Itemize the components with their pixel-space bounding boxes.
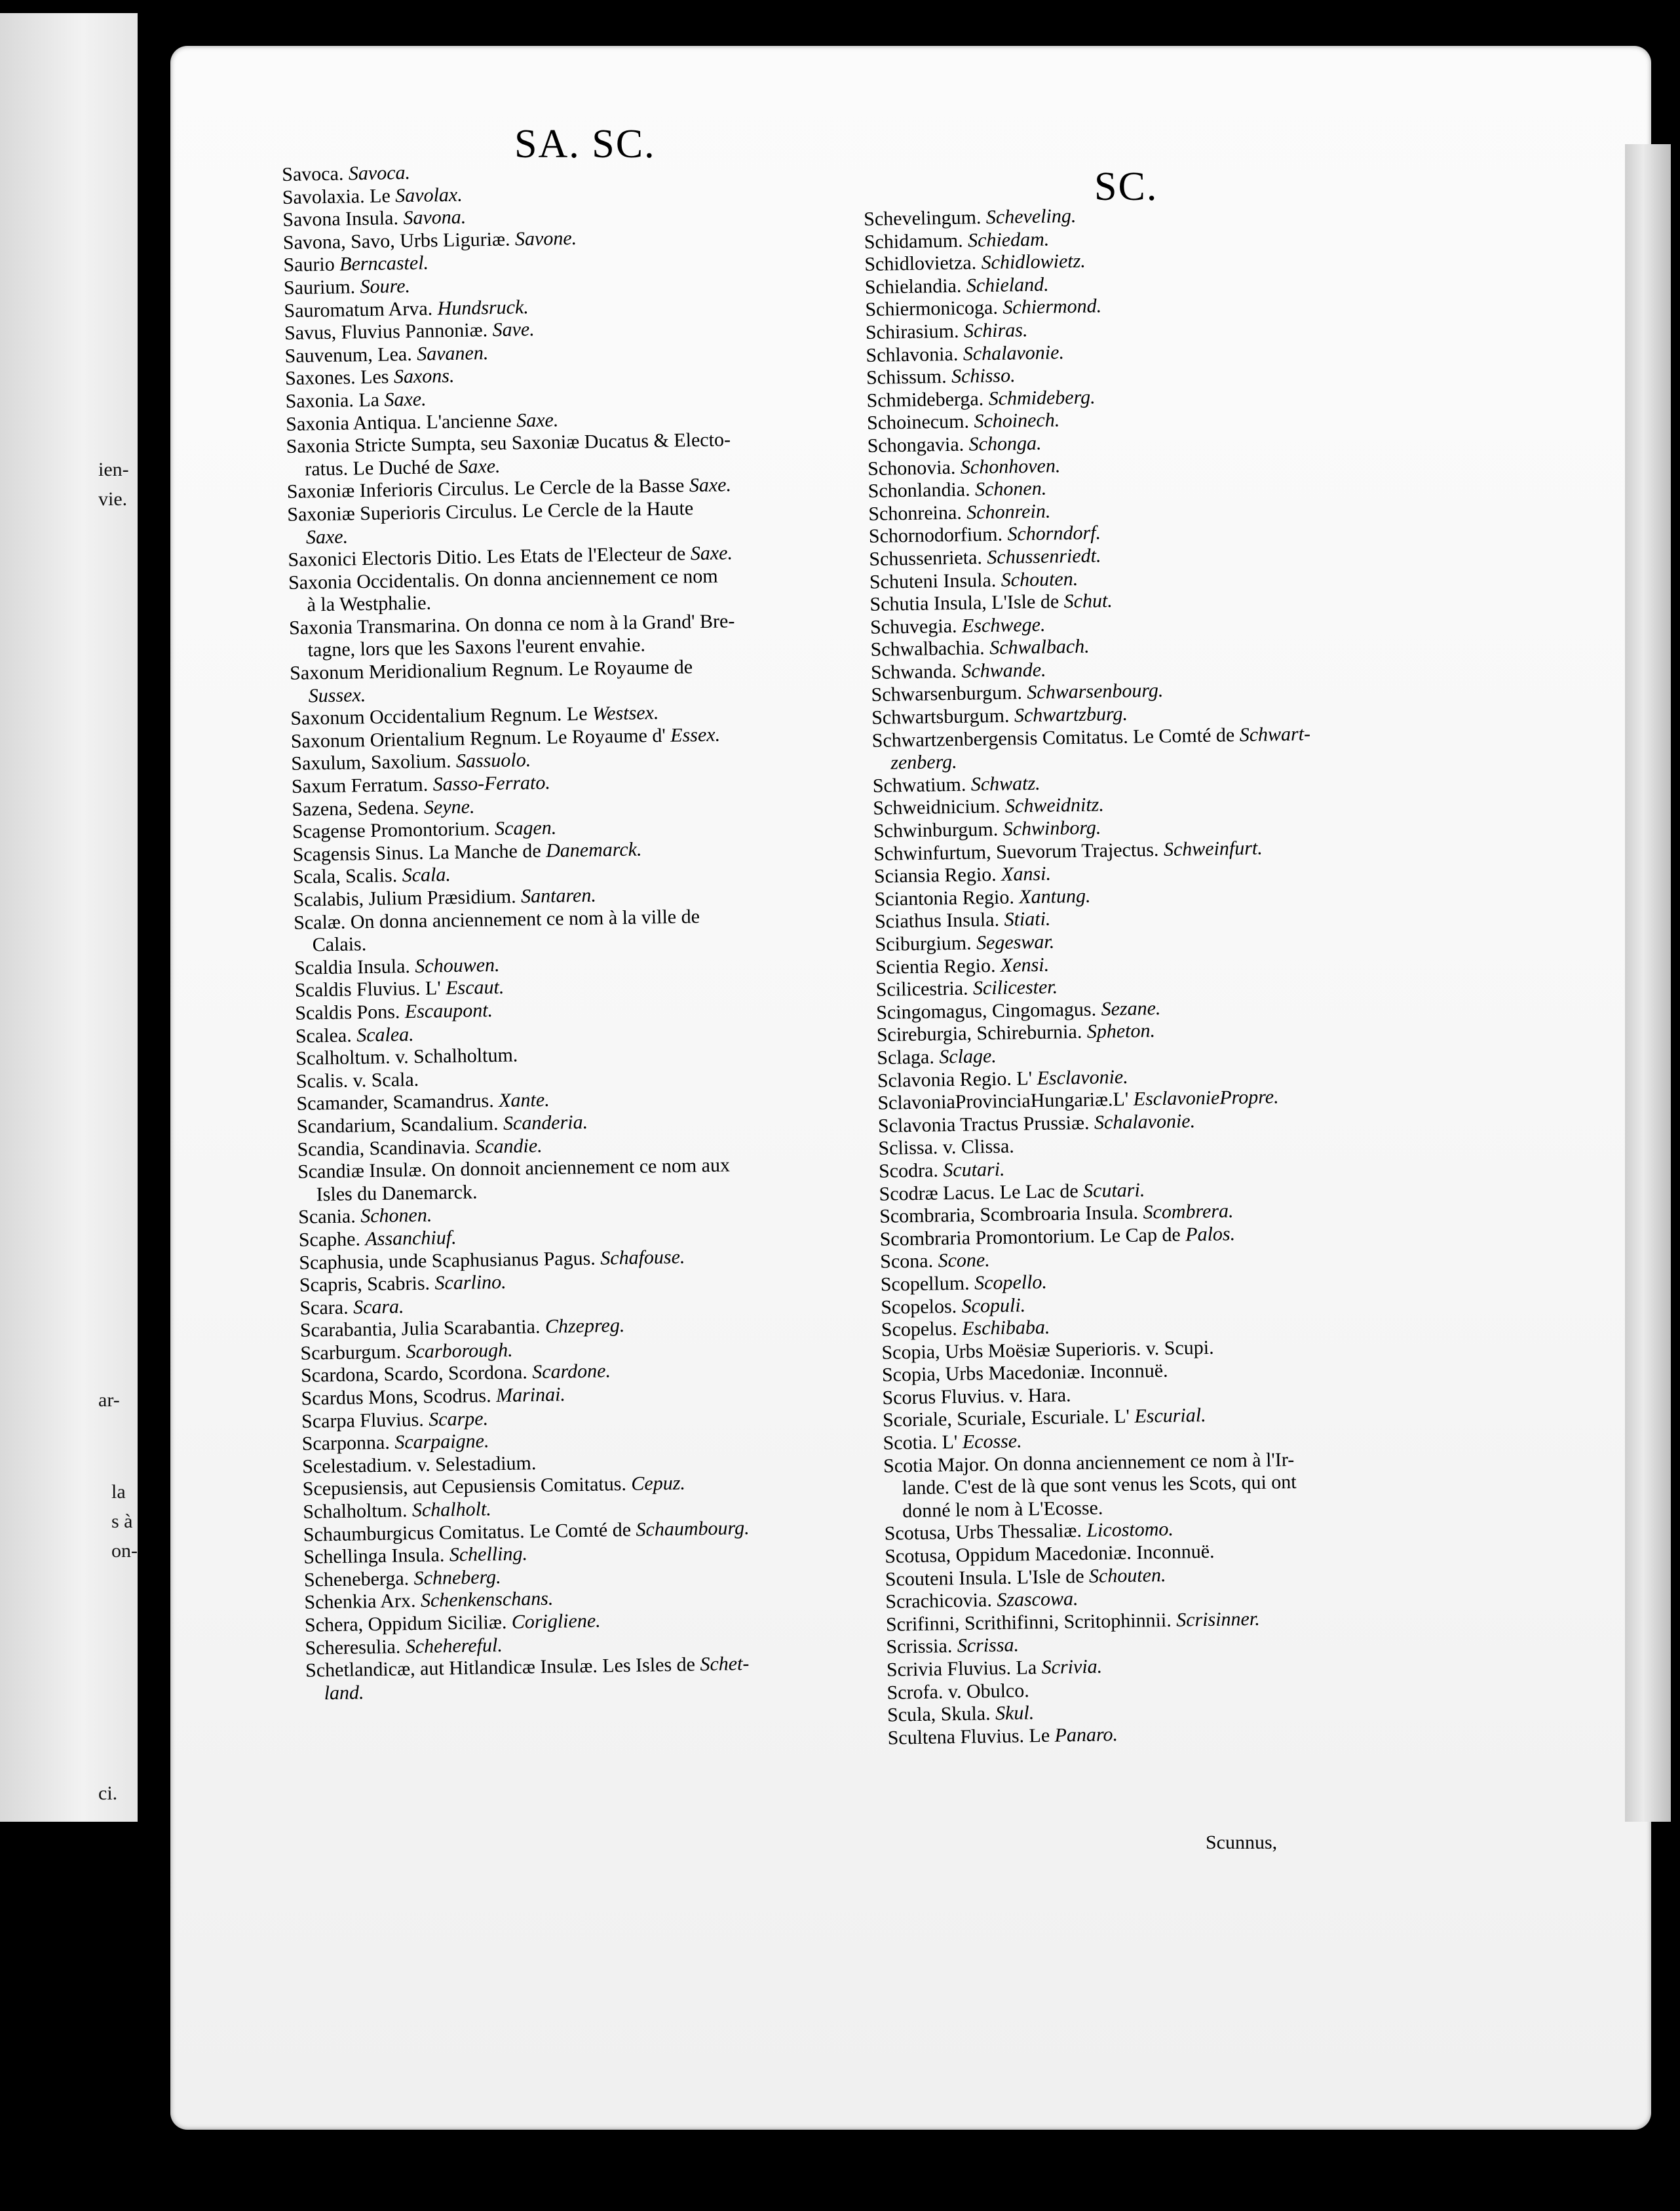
latin-name: Sclavonia Tractus Prussiæ. <box>877 1111 1090 1137</box>
french-name: Santaren. <box>520 884 597 908</box>
latin-name: Scania. <box>297 1205 356 1229</box>
french-name: Scardone. <box>531 1360 611 1383</box>
french-name: Scrivia. <box>1041 1655 1103 1679</box>
latin-name: Schweidnicium. <box>873 796 1001 820</box>
latin-name: Sciantonia Regio. <box>874 886 1015 910</box>
french-name: Assanchiuf. <box>365 1226 457 1250</box>
french-name: Scrissa. <box>957 1634 1020 1657</box>
latin-name: Scrivia Fluvius. La <box>886 1657 1037 1681</box>
french-name: Scandie. <box>474 1134 543 1158</box>
french-name: Scutari. <box>1082 1178 1145 1202</box>
latin-name: SclavoniaProvinciaHungariæ.L' <box>877 1088 1129 1114</box>
french-name: Schweidnitz. <box>1004 794 1105 818</box>
facing-page-fragment: ien- <box>98 459 129 480</box>
latin-name: Schellinga Insula. <box>303 1544 445 1568</box>
french-name: Scanderia. <box>503 1111 588 1134</box>
french-name: Schwinborg. <box>1002 817 1101 840</box>
french-name: Schidlowietz. <box>981 250 1086 274</box>
latin-name: Schirasium. <box>865 320 959 343</box>
french-name: Schwatz. <box>970 772 1040 796</box>
latin-name: Scala, Scalis. <box>292 864 398 889</box>
latin-name: Saxulum, Saxolium. <box>291 750 451 775</box>
latin-name: Sciansia Regio. <box>873 864 997 888</box>
french-name: Hundsruck. <box>437 296 529 319</box>
french-name: Schalholt. <box>411 1498 492 1522</box>
latin-name: Scalis. v. Scala. <box>296 1068 419 1092</box>
latin-name: Scodræ Lacus. Le Lac de <box>879 1180 1079 1205</box>
latin-name: Schuteni Insula. <box>869 569 997 593</box>
french-name: Schisso. <box>951 364 1016 388</box>
french-name: Skul. <box>995 1702 1035 1725</box>
latin-name: Schielandia. <box>864 275 962 298</box>
latin-name: Scagensis Sinus. La Manche de <box>292 839 541 866</box>
french-name: Xantung. <box>1019 885 1091 908</box>
latin-name: donné le nom à L'Ecosse. <box>902 1497 1103 1522</box>
french-name: Schonen. <box>974 477 1047 501</box>
latin-name: Scarpa Fluvius. <box>301 1408 425 1432</box>
facing-page-fragment: s à <box>111 1510 133 1532</box>
french-name: Ecosse. <box>962 1430 1022 1453</box>
latin-name: Scaphe. <box>298 1228 361 1251</box>
french-name: Spheton. <box>1086 1020 1156 1043</box>
latin-name: Schongavia. <box>867 433 964 457</box>
french-name: Schalavonie. <box>963 341 1065 365</box>
facing-page-fragment: ar- <box>98 1389 120 1411</box>
latin-name: Scopellum. <box>880 1272 970 1296</box>
french-name: Schaumbourg. <box>636 1516 750 1541</box>
latin-name: à la Westphalie. <box>307 592 432 616</box>
french-name: Sezane. <box>1101 997 1161 1020</box>
latin-name: Scotusa, Oppidum Macedoniæ. Inconnuë. <box>885 1540 1215 1567</box>
latin-name: Scombraria, Scombroaria Insula. <box>879 1201 1139 1227</box>
french-name: Scopello. <box>974 1271 1048 1294</box>
latin-name: Sciathus Insula. <box>874 909 1000 933</box>
latin-name: Scopelos. <box>881 1295 957 1318</box>
french-name: Scarlino. <box>434 1271 506 1294</box>
french-name: Schneberg. <box>413 1566 501 1589</box>
facing-page-fragment: vie. <box>98 488 128 510</box>
latin-name: Scilicestria. <box>875 977 968 1001</box>
french-name: Escurial. <box>1134 1404 1206 1428</box>
french-name: land. <box>324 1682 364 1704</box>
latin-name: Scarburgum. <box>300 1341 402 1364</box>
latin-name: Scagense Promontorium. <box>292 818 490 843</box>
latin-name: Scalea. <box>295 1024 352 1047</box>
latin-name: Schidamum. <box>864 229 963 253</box>
french-name: Schiras. <box>963 319 1028 342</box>
right-column <box>864 201 1326 1750</box>
latin-name: Schonovia. <box>867 456 956 480</box>
french-name: Panaro. <box>1054 1723 1118 1746</box>
french-name: Schmideberg. <box>988 386 1096 410</box>
french-name: Scarpaigne. <box>394 1430 489 1453</box>
french-name: Berncastel. <box>339 252 429 276</box>
left-column <box>282 157 752 1705</box>
facing-page-fragment: la <box>111 1481 126 1503</box>
latin-name: Savona Insula. <box>282 207 399 231</box>
latin-name: Saxonum Orientalium Regnum. Le Royaume d' <box>290 724 666 752</box>
latin-name: Sclissa. v. Clissa. <box>878 1135 1015 1160</box>
latin-name: Scula, Skula. <box>887 1702 991 1726</box>
latin-name: Saxones. Les <box>284 366 389 390</box>
french-name: Schonrein. <box>966 500 1051 524</box>
french-name: Schweinfurt. <box>1163 837 1263 860</box>
french-name: Schouten. <box>1088 1564 1166 1587</box>
latin-name: Scaldis Fluvius. L' <box>294 977 441 1002</box>
latin-name: Schalholtum. <box>303 1499 408 1523</box>
french-name: Savoca. <box>348 161 411 185</box>
latin-name: Scalholtum. v. Schalholtum. <box>296 1044 518 1069</box>
latin-name: Saxum Ferratum. <box>291 773 429 798</box>
latin-name: Schutia Insula, L'Isle de <box>869 590 1060 616</box>
french-name: Schouten. <box>1001 567 1079 591</box>
french-name: Schafouse. <box>600 1246 685 1269</box>
french-name: Schiermond. <box>1002 295 1102 319</box>
running-head-left: SA. SC. <box>514 122 656 166</box>
latin-name: Scandia, Scandinavia. <box>297 1136 470 1161</box>
french-name: Scutari. <box>943 1158 1005 1182</box>
french-name: EsclavoniePropre. <box>1133 1086 1279 1110</box>
french-name: Chzepreg. <box>544 1315 625 1338</box>
french-name: zenberg. <box>890 751 957 774</box>
latin-name: Saxonia Antiqua. L'ancienne <box>285 410 512 435</box>
latin-name: Schissum. <box>866 366 947 389</box>
latin-name: Schetlandicæ, aut Hitlandicæ Insulæ. Les Isles de <box>305 1653 696 1682</box>
latin-name: Schwinburgum. <box>873 818 999 842</box>
latin-name: Schonlandia. <box>868 478 970 503</box>
french-name: Schonhoven. <box>960 454 1061 478</box>
latin-name: Scaldia Insula. <box>294 955 411 979</box>
french-name: Sussex. <box>308 683 366 707</box>
french-name: Escaut. <box>445 976 505 999</box>
facing-page-fragment: on- <box>111 1540 138 1562</box>
latin-name: Scrifinni, Scrithifinni, Scritophinnii. <box>885 1609 1172 1636</box>
french-name: Scrisinner. <box>1175 1607 1260 1631</box>
french-name: Saxe. <box>689 474 732 497</box>
french-name: Scombrera. <box>1143 1200 1234 1223</box>
french-name: Scone. <box>938 1249 990 1272</box>
latin-name: Saxonia Transmarina. On donna ce nom à la Grand' Bre- <box>288 610 735 639</box>
french-name: Savolax. <box>394 183 463 206</box>
latin-name: lande. C'est de là que sont venus les Scots, qui ont <box>902 1471 1297 1499</box>
french-name: Schalavonie. <box>1094 1109 1196 1134</box>
latin-name: Scrachicovia. <box>885 1589 993 1613</box>
latin-name: Scrofa. v. Obulco. <box>887 1679 1029 1704</box>
french-name: Schet- <box>700 1653 750 1676</box>
french-name: Schoinech. <box>974 409 1060 433</box>
latin-name: Schlavonia. <box>866 343 959 366</box>
latin-name: Scientia Regio. <box>875 954 996 978</box>
french-name: Schonen. <box>360 1204 432 1227</box>
french-name: Schwart- <box>1239 723 1311 746</box>
latin-name: Schuvegia. <box>869 615 957 638</box>
french-name: Schwalbach. <box>989 635 1090 659</box>
latin-name: Schera, Oppidum Siciliæ. <box>304 1611 507 1636</box>
french-name: Schwande. <box>961 659 1046 682</box>
latin-name: Sclavonia Regio. L' <box>877 1067 1033 1092</box>
latin-name: Scepusiensis, aut Cepusiensis Comitatus. <box>302 1473 627 1501</box>
facing-page-fragment: ci. <box>98 1782 118 1804</box>
facing-page-edge <box>0 13 138 1822</box>
french-name: Esclavonie. <box>1037 1066 1128 1089</box>
latin-name: Isles du Danemarck. <box>316 1181 478 1206</box>
latin-name: Saurium. <box>283 276 356 299</box>
latin-name: Scaldis Pons. <box>295 1001 400 1024</box>
french-name: Saxe. <box>458 455 501 478</box>
french-name: Schieland. <box>966 273 1049 297</box>
french-name: Savone. <box>514 227 577 250</box>
latin-name: Scotia. L' <box>883 1431 958 1454</box>
latin-name: Saurio <box>283 254 335 277</box>
french-name: Stiati. <box>1004 908 1051 931</box>
french-name: Savona. <box>403 206 467 229</box>
latin-name: Scandiæ Insulæ. On donnoit anciennement ce nom aux <box>297 1154 731 1183</box>
latin-name: Scireburgia, Schireburnia. <box>876 1021 1082 1047</box>
latin-name: Schidlovietza. <box>864 252 977 276</box>
french-name: Scarborough. <box>406 1339 513 1363</box>
french-name: Xensi. <box>1000 953 1050 976</box>
french-name: Scopuli. <box>961 1294 1026 1317</box>
french-name: Danemarck. <box>545 838 642 862</box>
french-name: Sassuolo. <box>455 749 531 773</box>
french-name: Scagen. <box>494 817 557 840</box>
french-name: Essex. <box>670 723 721 746</box>
french-name: Schiedam. <box>967 228 1050 252</box>
french-name: Corigliene. <box>511 1609 601 1633</box>
latin-name: Schwatium. <box>872 773 966 797</box>
latin-name: Scardona, Scardo, Scordona. <box>300 1361 528 1387</box>
latin-name: Schwartzenbergensis Comitatus. Le Comté de <box>871 723 1235 752</box>
latin-name: Schevelingum. <box>864 206 982 230</box>
latin-name: Savona, Savo, Urbs Liguriæ. <box>282 228 510 254</box>
french-name: Saxons. <box>393 365 455 388</box>
french-name: Schorndorf. <box>1007 522 1101 545</box>
french-name: Saxe. <box>690 542 733 565</box>
latin-name: Schussenrieta. <box>869 547 983 570</box>
french-name: Eschwege. <box>961 613 1046 637</box>
french-name: Westsex. <box>592 702 659 725</box>
french-name: Schouwen. <box>415 953 500 977</box>
latin-name: Schornodorfium. <box>868 524 1003 548</box>
latin-name: Scopia, Urbs Moësiæ Superioris. v. Scupi. <box>881 1336 1214 1364</box>
latin-name: Scotia Major. On donna anciennement ce nom à l'Ir- <box>883 1448 1295 1477</box>
latin-name: Scorus Fluvius. v. Hara. <box>882 1384 1071 1409</box>
latin-name: Scotusa, Urbs Thessaliæ. <box>884 1520 1082 1545</box>
latin-name: Saxonia. La <box>285 389 380 412</box>
latin-name: Scalabis, Julium Præsidium. <box>293 885 516 911</box>
latin-name: Sclaga. <box>877 1046 935 1069</box>
latin-name: Saxonum Meridionalium Regnum. Le Royaume de <box>289 656 693 684</box>
french-name: Eschibaba. <box>961 1316 1050 1339</box>
latin-name: Schmideberga. <box>866 387 984 412</box>
french-name: Schussenriedt. <box>987 545 1101 569</box>
french-name: Sasso-Ferrato. <box>432 771 551 796</box>
french-name: Saxe. <box>384 388 427 411</box>
latin-name: Calais. <box>312 933 367 956</box>
french-name: Schwartzburg. <box>1014 702 1128 727</box>
latin-name: Schaumburgicus Comitatus. Le Comté de <box>303 1518 632 1546</box>
latin-name: Scheneberga. <box>303 1567 410 1591</box>
latin-name: Schonreina. <box>868 501 963 525</box>
french-name: Xante. <box>498 1089 550 1112</box>
latin-name: Scopelus. <box>881 1318 957 1341</box>
latin-name: Scheresulia. <box>305 1636 401 1659</box>
french-name: Schonga. <box>968 432 1042 455</box>
running-head-right: SC. <box>1094 164 1158 209</box>
latin-name: tagne, lors que les Saxons l'eurent envahie. <box>307 634 646 661</box>
latin-name: Scandarium, Scandalium. <box>296 1112 499 1138</box>
latin-name: Schenkia Arx. <box>304 1590 416 1614</box>
french-name: Schenkenschans. <box>420 1588 554 1612</box>
french-name: Escaupont. <box>404 999 493 1023</box>
french-name: Marinai. <box>495 1383 566 1407</box>
latin-name: Schwanda. <box>870 660 957 683</box>
latin-name: Schwinfurtum, Suevorum Trajectus. <box>873 838 1159 865</box>
latin-name: Scopia, Urbs Macedoniæ. Inconnuë. <box>881 1360 1168 1387</box>
latin-name: Savus, Fluvius Pannoniæ. <box>284 319 488 345</box>
page-stack-edge <box>1625 144 1671 1822</box>
french-name: Palos. <box>1185 1223 1236 1246</box>
latin-name: Scingomagus, Cingomagus. <box>876 998 1097 1024</box>
french-name: Saxe. <box>305 525 349 548</box>
french-name: Schut. <box>1063 590 1113 613</box>
latin-name: Schwarsenburgum. <box>871 682 1023 706</box>
french-name: Scheveling. <box>985 204 1077 229</box>
latin-name: Scapris, Scabris. <box>299 1272 430 1296</box>
latin-name: Sauromatum Arva. <box>284 297 433 322</box>
french-name: Licostomo. <box>1086 1518 1174 1542</box>
latin-name: ratus. Le Duché de <box>305 455 454 480</box>
french-name: Scarpe. <box>429 1407 489 1431</box>
french-name: Saxe. <box>516 408 559 431</box>
latin-name: Scultena Fluvius. Le <box>887 1724 1050 1749</box>
french-name: Schwarsenbourg. <box>1027 680 1164 704</box>
latin-name: Scamander, Scamandrus. <box>296 1090 494 1115</box>
latin-name: Scarabantia, Julia Scarabantia. <box>299 1316 541 1342</box>
latin-name: Scouteni Insula. L'Isle de <box>885 1565 1084 1590</box>
latin-name: Scardus Mons, Scodrus. <box>301 1385 491 1410</box>
latin-name: Saxonia Stricte Sumpta, seu Saxoniæ Ducatus & Electo- <box>286 429 731 458</box>
french-name: Schehereful. <box>405 1634 503 1657</box>
latin-name: Saxoniæ Inferioris Circulus. Le Cercle de la Basse <box>286 474 685 503</box>
latin-name: Scalæ. On donna anciennement ce nom à la ville de <box>293 905 700 934</box>
french-name: Szascowa. <box>997 1588 1079 1611</box>
latin-name: Schwartsburgum. <box>871 704 1010 729</box>
french-name: Xansi. <box>1001 862 1052 886</box>
latin-name: Scaphusia, unde Scaphusianus Pagus. <box>299 1247 596 1274</box>
latin-name: Scodra. <box>878 1159 939 1182</box>
catchword: Scunnus, <box>1206 1832 1278 1853</box>
french-name: Savanen. <box>416 341 489 365</box>
latin-name: Savoca. <box>282 163 344 185</box>
latin-name: Schwalbachia. <box>870 637 985 661</box>
latin-name: Scarponna. <box>301 1431 391 1455</box>
latin-name: Saxonum Occidentalium Regnum. Le <box>290 703 588 730</box>
french-name: Scala. <box>402 864 451 887</box>
latin-name: Scombraria Promontorium. Le Cap de <box>879 1223 1181 1250</box>
latin-name: Sciburgium. <box>875 932 972 955</box>
french-name: Sclage. <box>939 1045 997 1068</box>
french-name: Scara. <box>353 1295 404 1318</box>
french-name: Save. <box>492 318 535 341</box>
latin-name: Scelestadium. v. Selestadium. <box>301 1452 537 1478</box>
french-name: Scilicester. <box>972 976 1058 999</box>
latin-name: Scona. <box>879 1250 934 1273</box>
latin-name: Saxonia Occidentalis. On donna anciennement ce nom <box>288 565 718 594</box>
french-name: Segeswar. <box>976 931 1055 954</box>
latin-name: Scara. <box>299 1296 349 1319</box>
latin-name: Scrissia. <box>886 1635 953 1659</box>
french-name: Soure. <box>360 275 411 298</box>
latin-name: Scoriale, Scuriale, Escuriale. L' <box>882 1406 1130 1432</box>
latin-name: Saxoniæ Superioris Circulus. Le Cercle de la Haute <box>287 497 694 526</box>
latin-name: Sazena, Sedena. <box>292 796 419 820</box>
latin-name: Sauvenum, Lea. <box>284 343 412 367</box>
latin-name: Schoinecum. <box>866 410 970 434</box>
latin-name: Savolaxia. Le <box>282 184 391 208</box>
french-name: Schelling. <box>449 1543 528 1566</box>
latin-name: Saxonici Electoris Ditio. Les Etats de l'Electeur de <box>288 543 686 571</box>
french-name: Scalea. <box>356 1023 414 1046</box>
french-name: Seyne. <box>423 796 475 818</box>
latin-name: Schiermonicoga. <box>865 297 999 321</box>
french-name: Cepuz. <box>631 1472 686 1495</box>
